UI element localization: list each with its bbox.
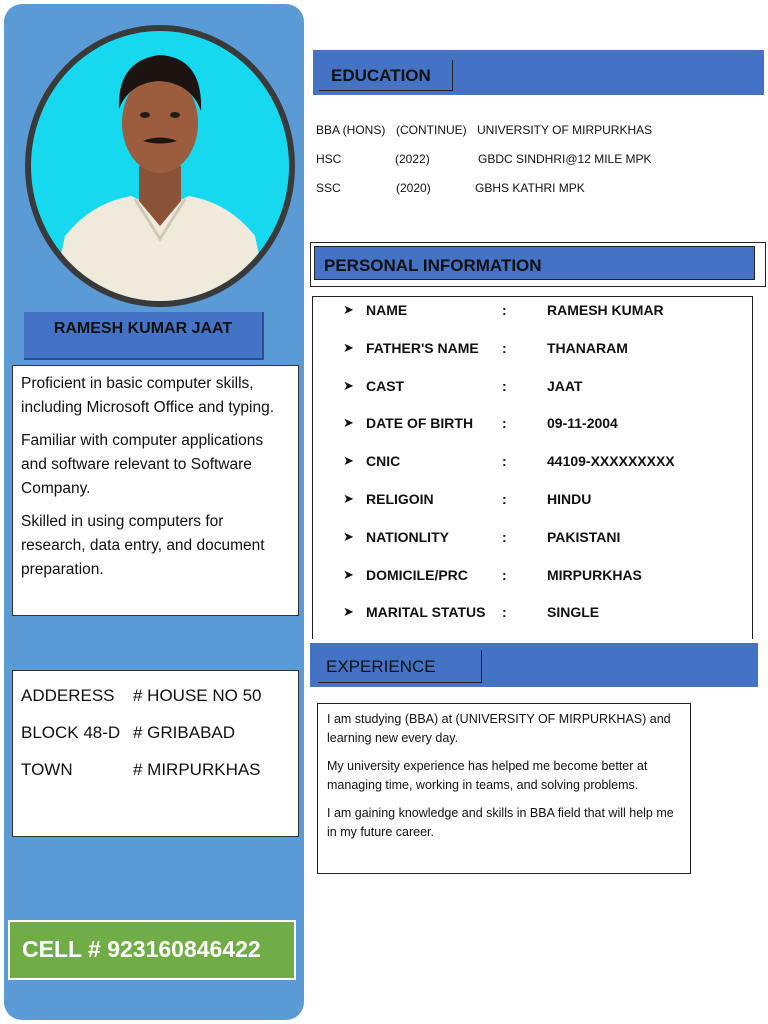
personal-key: CAST [366,378,405,394]
colon: : [502,529,507,545]
arrow-icon: ➤ [343,415,354,430]
education-degree: SSC [316,181,341,195]
personal-key: MARITAL STATUS [366,604,486,620]
address-value: # MIRPURKHAS [133,759,261,779]
experience-paragraph: I am gaining knowledge and skills in BBA field that will help me in my future career. [327,806,674,839]
personal-value: SINGLE [547,604,600,620]
summary-paragraph: Familiar with computer applications and software relevant to Software Company. [21,432,264,497]
education-institute: GBDC SINDHRI@12 MILE MPK [478,152,652,166]
personal-value: THANARAM [547,340,628,356]
profile-photo [31,31,289,301]
address-key: TOWN [21,759,73,779]
profile-photo-frame [25,25,295,307]
address-row [21,677,290,714]
colon: : [502,415,507,431]
education-year: (CONTINUE) [396,123,467,137]
experience-title: EXPERIENCE [326,657,436,676]
colon: : [502,567,507,583]
person-portrait-icon [31,31,289,301]
experience-paragraph: My university experience has helped me become better at managing time, working in teams, and solving problems. [327,759,648,792]
personal-value: RAMESH KUMAR [547,302,664,318]
education-year: (2020) [396,181,431,195]
arrow-icon: ➤ [343,604,354,619]
personal-key: FATHER'S NAME [366,340,479,356]
personal-value: 09-11-2004 [547,415,618,431]
personal-title: PERSONAL INFORMATION [324,256,542,275]
colon: : [502,340,507,356]
arrow-icon: ➤ [343,340,354,355]
education-institute: GBHS KATHRI MPK [475,181,585,195]
personal-key: DATE OF BIRTH [366,415,474,431]
personal-value: PAKISTANI [547,529,621,545]
personal-key: NAME [366,302,408,318]
arrow-icon: ➤ [343,302,354,317]
arrow-icon: ➤ [343,491,354,506]
arrow-icon: ➤ [343,378,354,393]
address-key: ADDERESS [21,685,115,705]
education-institute: UNIVERSITY OF MIRPURKHAS [477,123,653,137]
arrow-icon: ➤ [343,529,354,544]
personal-value: JAAT [547,378,583,394]
personal-info-box [312,296,753,639]
experience-paragraph: I am studying (BBA) at (UNIVERSITY OF MIRPURKHAS) and learning new every day. [327,712,671,745]
sidebar [4,4,304,1020]
summary-box [12,365,299,616]
personal-key: NATIONLITY [366,529,449,545]
summary-paragraph: Skilled in using computers for research, data entry, and document preparation. [21,513,265,578]
personal-key: RELIGOIN [366,491,434,507]
arrow-icon: ➤ [343,567,354,582]
address-value: # GRIBABAD [133,722,236,742]
education-year: (2022) [395,152,430,166]
education-degree: BBA (HONS) [316,123,386,137]
personal-value: MIRPURKHAS [547,567,642,583]
cell-number: CELL # 923160846422 [8,920,296,980]
colon: : [502,453,507,469]
address-row [21,714,290,751]
address-box [12,670,299,837]
colon: : [502,302,507,318]
arrow-icon: ➤ [343,453,354,468]
education-title: EDUCATION [331,66,431,85]
address-key: BLOCK 48-D [21,722,121,742]
personal-key: DOMICILE/PRC [366,567,468,583]
personal-value: HINDU [547,491,592,507]
colon: : [502,378,507,394]
colon: : [502,491,507,507]
personal-value: 44109-XXXXXXXXX [547,453,675,469]
summary-paragraph: Proficient in basic computer skills, including Microsoft Office and typing. [21,375,275,416]
address-row [21,751,290,788]
address-value: # HOUSE NO 50 [133,685,262,705]
education-degree: HSC [316,152,342,166]
experience-box [317,703,691,874]
candidate-name: RAMESH KUMAR JAAT [24,312,264,360]
personal-key: CNIC [366,453,401,469]
colon: : [502,604,507,620]
